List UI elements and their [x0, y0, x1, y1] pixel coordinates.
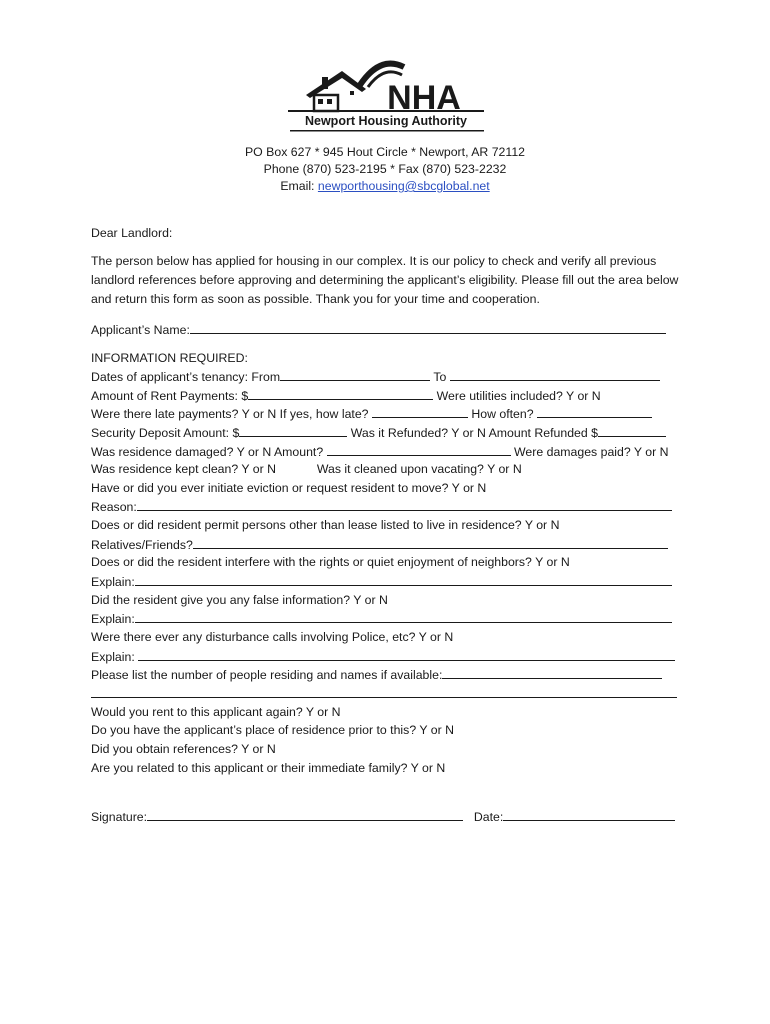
security-deposit-row	[91, 425, 666, 441]
relatives-field[interactable]	[193, 537, 668, 549]
security-deposit-label: Security Deposit Amount: $	[91, 426, 240, 440]
applicant-name-row	[91, 322, 666, 338]
cleaned-vacating-label: Was it cleaned upon vacating? Y or N	[316, 462, 522, 476]
residence-damaged-label: Was residence damaged? Y or N Amount?	[91, 445, 324, 459]
tenancy-from-field[interactable]	[280, 369, 430, 381]
nha-logo	[284, 55, 488, 133]
address-line: PO Box 627 * 945 Hout Circle * Newport, AR 72112	[244, 145, 526, 159]
explain-field-2[interactable]	[135, 611, 672, 623]
rent-amount-field[interactable]	[248, 388, 433, 400]
info-required-heading: INFORMATION REQUIRED:	[91, 351, 248, 365]
phone-line: Phone (870) 523-2195 * Fax (870) 523-2232	[263, 162, 507, 176]
explain-row-3	[91, 649, 675, 665]
relatives-row	[91, 537, 668, 553]
email-line	[0, 179, 770, 193]
date-field[interactable]	[503, 809, 675, 821]
damages-paid-label: Were damages paid? Y or N	[514, 445, 669, 459]
damage-row	[91, 444, 669, 460]
permit-persons-label: Does or did resident permit persons other than lease listed to live in residence? Y or N	[91, 518, 560, 532]
tenancy-row	[91, 369, 660, 385]
explain-label-1: Explain:	[91, 575, 135, 589]
interfere-label: Does or did the resident interfere with the rights or quiet enjoyment of neighbors? Y or N	[91, 555, 570, 569]
reason-row	[91, 499, 672, 515]
salutation: Dear Landlord:	[91, 226, 173, 240]
clean-row	[91, 462, 522, 477]
how-late-field[interactable]	[372, 406, 468, 418]
people-list-continuation	[91, 686, 677, 702]
late-payments-row	[91, 406, 652, 422]
people-list-field[interactable]	[442, 667, 662, 679]
how-often-field[interactable]	[537, 406, 652, 418]
signature-field[interactable]	[147, 809, 463, 821]
refunded-label: Was it Refunded? Y or N Amount Refunded $	[350, 426, 598, 440]
people-list-field-2[interactable]	[91, 686, 677, 698]
how-often-label: How often?	[471, 407, 534, 421]
email-link[interactable]: newporthousing@sbcglobal.net	[317, 179, 490, 193]
logo-name: Newport Housing Authority	[304, 114, 468, 128]
explain-field-1[interactable]	[135, 574, 672, 586]
utilities-label: Were utilities included? Y or N	[436, 389, 601, 403]
applicant-name-label: Applicant’s Name:	[91, 323, 190, 337]
explain-row-1	[91, 574, 672, 590]
letter-body: The person below has applied for housing in our complex. It is our policy to check and verify all previous landlord references before approving and determining the applicant’s eligibility. Please fill out the area below and return this form as soon as possible. Thank you for your time and cooperation.	[91, 254, 679, 306]
false-info-label: Did the resident give you any false information? Y or N	[91, 593, 388, 607]
place-prior-label: Do you have the applicant’s place of residence prior to this? Y or N	[91, 723, 454, 737]
disturbance-label: Were there ever any disturbance calls involving Police, etc? Y or N	[91, 630, 454, 644]
amount-refunded-field[interactable]	[598, 425, 666, 437]
rent-row	[91, 388, 601, 404]
tenancy-to-field[interactable]	[450, 369, 660, 381]
kept-clean-label: Was residence kept clean? Y or N	[91, 462, 277, 476]
references-label: Did you obtain references? Y or N	[91, 742, 276, 756]
explain-row-2	[91, 611, 672, 627]
damage-amount-field[interactable]	[327, 444, 511, 456]
security-deposit-field[interactable]	[239, 425, 347, 437]
applicant-name-field[interactable]	[190, 322, 666, 334]
date-label: Date:	[473, 810, 504, 824]
late-payments-label: Were there late payments? Y or N If yes, how late?	[91, 407, 369, 421]
signature-row	[91, 809, 675, 825]
house-body-icon	[314, 95, 338, 111]
tenancy-to-label: To	[433, 370, 447, 384]
logo-acronym: NHA	[387, 79, 461, 117]
relatives-label: Relatives/Friends?	[91, 538, 193, 552]
reason-field[interactable]	[137, 499, 672, 511]
tenancy-from-label: Dates of applicant’s tenancy: From	[91, 370, 281, 384]
explain-label-3: Explain:	[91, 650, 139, 664]
eviction-label: Have or did you ever initiate eviction or request resident to move? Y or N	[91, 481, 487, 495]
signature-label: Signature:	[91, 810, 148, 824]
rent-amount-label: Amount of Rent Payments: $	[91, 389, 249, 403]
rent-again-label: Would you rent to this applicant again? Y or N	[91, 705, 341, 719]
related-label: Are you related to this applicant or their immediate family? Y or N	[91, 761, 446, 775]
explain-label-2: Explain:	[91, 612, 135, 626]
reason-label: Reason:	[91, 500, 137, 514]
people-list-row	[91, 667, 662, 683]
explain-field-3[interactable]	[138, 649, 675, 661]
email-label: Email:	[280, 179, 318, 193]
people-list-label: Please list the number of people residing and names if available:	[91, 668, 443, 682]
